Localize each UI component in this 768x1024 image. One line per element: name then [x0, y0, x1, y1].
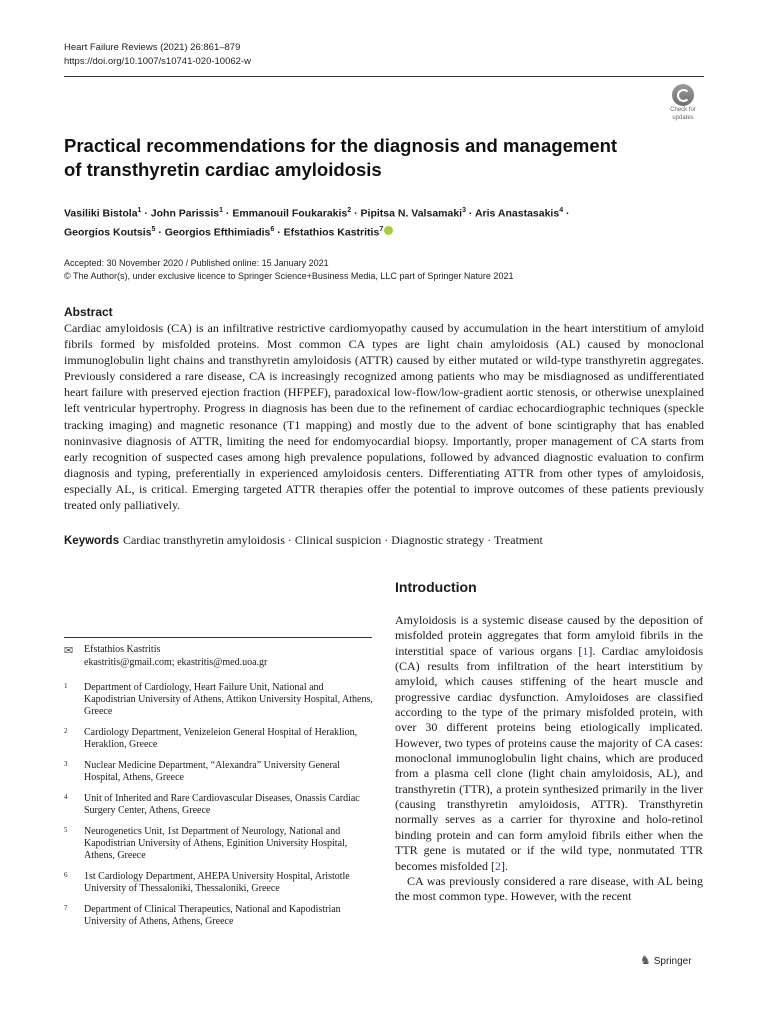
affiliation-item [64, 793, 374, 817]
affiliation-text: Cardiology Department, Venizeleion General Hospital of Heraklion, Heraklion, Greece [84, 727, 358, 751]
intro-paragraph-2: CA was previously considered a rare disease, with AL being the most common type. However, with the recent [395, 873, 703, 904]
affiliation-item [64, 904, 374, 928]
keywords-block [64, 533, 704, 548]
citation-link[interactable]: 2 [494, 858, 501, 873]
author-list: Vasiliki Bistola$^1$ · John Parissis$^1$ · Emmanouil Foukarakis$^2$ · Pipitsa N. Valsamaki$^3$ · Aris Anastasakis$^4$ · Georgios Koutsis$^5$ · Georgios Efthimiadis$^6$ · Efstathios Kastritis$^7$ [64, 207, 570, 238]
journal-header [64, 41, 251, 69]
author-name[interactable]: John Parissis [150, 207, 220, 220]
affiliation-number: 2 [64, 727, 68, 736]
badge-label-1: Check for [670, 107, 696, 113]
affiliation-number: 1 [64, 682, 68, 690]
author-name[interactable]: Emmanouil Foukarakis [232, 207, 348, 220]
correspondence-name: Efstathios Kastritis [84, 644, 161, 655]
check-for-updates-badge[interactable] [663, 84, 703, 124]
affiliation-item [64, 760, 374, 784]
intro-text: ]. Cardiac amyloidosis (CA) results from infiltration of the heart interstitium by amyloid, which causes stiffening of the heart muscle and progressive cardiac dysfunction. Amyloidoses are classified according to the type of the primary misfolded protein, with over 30 different proteins being etiologically implicated. However, two types of proteins cause the majority of CA cases: monoclonal immunoglobulin light chains, which are produced from a plasma cell clone (light chain amyloidosis, AL), and transthyretin (TTR), a protein synthesized primarily in the liver (causing transthyretin amyloidosis, ATTR). Transthyretin normally serves as a carrier for thyroxine and holo-retinol binding protein and can form amyloid fibrils either when the TTR gene is mutated or if the wild type, nonmutated TTR becomes misfolded [ [395, 643, 704, 873]
author-affiliation-ref: 6 [270, 225, 275, 233]
correspondence-block [64, 643, 372, 669]
article-dates: Accepted: 30 November 2020 / Published online: 15 January 2021 [64, 258, 329, 268]
affiliation-number: 6 [64, 870, 68, 879]
author-affiliation-ref: 5 [151, 225, 156, 233]
affiliation-text: Department of Clinical Therapeutics, National and Kapodistrian University of Athens, Athens, Greece [84, 903, 341, 928]
intro-text: ]. [500, 858, 508, 873]
article-dates-block [64, 257, 513, 283]
affiliation-text: 1st Cardiology Department, AHEPA University Hospital, Aristotle University of Thessaloniki, Thessaloniki, Greece [84, 870, 350, 895]
affiliation-number: 4 [64, 792, 68, 801]
author-name[interactable]: Georgios Koutsis [64, 226, 152, 238]
abstract-heading: Abstract [64, 305, 113, 319]
intro-text: Amyloidosis is a systemic disease caused by the deposition of misfolded protein aggregates that form amyloid fibrils in the interstitial space of various organs [ [395, 613, 703, 658]
keywords-text: Cardiac transthyretin amyloidosis · Clinical suspicion · Diagnostic strategy · Treatment [122, 533, 543, 547]
affiliation-item [64, 727, 374, 751]
header-rule [64, 76, 704, 77]
introduction-body [395, 613, 703, 905]
envelope-icon: ✉ [64, 644, 74, 657]
copyright-notice: © The Author(s), under exclusive licence to Springer Science+Business Media, LLC part of Springer Nature 2021 [64, 271, 514, 281]
author-name[interactable]: Vasiliki Bistola [64, 207, 138, 220]
doi-link[interactable]: https://doi.org/10.1007/s10741-020-10062-w [64, 56, 251, 67]
abstract-text: Cardiac amyloidosis (CA) is an infiltrative restrictive cardiomyopathy caused by accumulation in the heart interstitium of amyloid fibrils formed by misfolded proteins. Most common CA types are light chain amyloidosis (AL) caused by monoclonal immunoglobulin light chains and transthyretin amyloidosis (ATTR) caused by either mutated or wild-type transthyretin aggregates. Previously considered a rare disease, CA is increasingly recognized among patients who may be misdiagnosed as undifferentiated heart failure with preserved ejection fraction (HFPEF), paradoxical low-flow/low-gradient aortic stenosis, or otherwise unexplained left ventricular hypertrophy. Progress in diagnosis has been due to the refinement of cardiac echocardiographic techniques (speckle tracking imaging) and magnetic resonance (T1 mapping) and mostly due to the advent of bone scintigraphy that has enabled noninvasive diagnosis of ATTR, limiting the need for endomyocardial biopsy. Importantly, proper management of CA starts from early recognition of suspected cases among high prevalence populations, followed by advanced diagnostic evaluation to confirm diagnosis and typing, preferentially in experienced amyloidosis centers. Differentiating ATTR from other types of amyloidosis, especially AL, is critical. Emerging targeted ATTR therapies offer the potential to improve outcomes of these patients previously treated only palliatively. [64, 321, 704, 513]
check-updates-icon [672, 84, 694, 106]
correspondence-emails[interactable]: ekastritis@gmail.com; ekastritis@med.uoa.gr [84, 657, 268, 668]
affiliation-text: Department of Cardiology, Heart Failure Unit, National and Kapodistrian University of Athens, Attikon University Hospital, Athens, Greece [84, 682, 373, 718]
badge-label-2: updates [672, 115, 694, 121]
affiliation-number: 7 [64, 903, 68, 912]
publisher-name: Springer [653, 956, 692, 967]
affiliation-text: Unit of Inherited and Rare Cardiovascular Diseases, Onassis Cardiac Surgery Center, Athens, Greece [84, 792, 360, 817]
affiliation-item [64, 682, 374, 719]
author-name[interactable]: Pipitsa N. Valsamaki [360, 207, 463, 220]
publisher-footer [640, 953, 692, 967]
author-name[interactable]: Efstathios Kastritis [283, 226, 380, 238]
footnote-rule [64, 637, 372, 638]
affiliation-number: 3 [64, 760, 68, 769]
journal-citation: Heart Failure Reviews (2021) 26:861–879 [64, 42, 241, 53]
author-affiliation-ref: 3 [462, 207, 466, 214]
affiliation-number: 5 [64, 825, 68, 834]
keywords-label: Keywords [64, 535, 119, 547]
springer-logo-icon: ♞ [640, 953, 651, 967]
author-affiliation-ref: 1 [219, 207, 223, 214]
author-name[interactable]: Aris Anastasakis [474, 207, 560, 220]
author-affiliation-ref: 2 [347, 207, 352, 214]
affiliation-item [64, 871, 374, 895]
affiliations-list [64, 682, 374, 937]
introduction-heading: Introduction [395, 579, 477, 595]
affiliation-text: Neurogenetics Unit, 1st Department of Neurology, National and Kapodistrian University of Athens, Eginition University Hospital, Athens, Greece [84, 825, 348, 862]
orcid-icon[interactable] [384, 226, 393, 235]
author-name[interactable]: Georgios Efthimiadis [164, 226, 271, 238]
intro-paragraph-1 [395, 613, 703, 874]
affiliation-text: Nuclear Medicine Department, “Alexandra” University General Hospital, Athens, Greece [84, 760, 340, 784]
article-title: Practical recommendations for the diagnosis and management of transthyretin cardiac amyloidosis [64, 135, 618, 180]
author-affiliation-ref: 4 [559, 207, 564, 214]
author-affiliation-ref: 1 [137, 207, 142, 214]
author-affiliation-ref: 7 [379, 225, 384, 233]
citation-link[interactable]: 1 [582, 643, 589, 658]
affiliation-item [64, 826, 374, 863]
